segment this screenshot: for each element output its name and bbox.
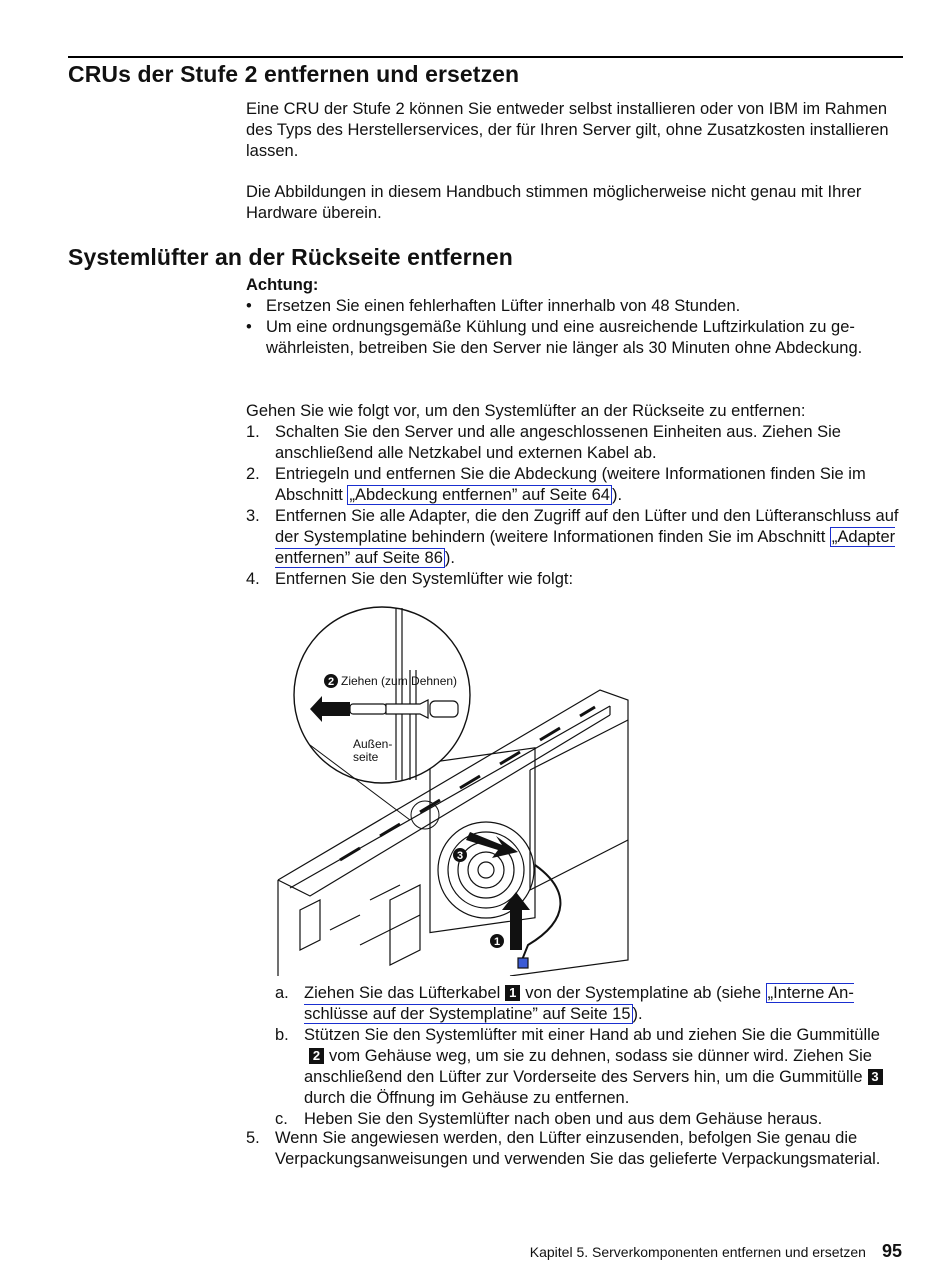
- callout-label-pull: Ziehen (zum Dehnen): [341, 674, 458, 688]
- procedure-steps-continued: [246, 1128, 902, 1170]
- step-number: 1.: [246, 423, 260, 441]
- substeps: [275, 983, 903, 1130]
- substep-text: Ziehen Sie das Lüfterkabel: [304, 984, 501, 1002]
- procedure-steps: [246, 422, 902, 590]
- fan-removal-illustration: [270, 600, 630, 976]
- outside-label-line1: Außen-: [353, 737, 393, 751]
- step-text: Entriegeln und entfernen Sie die Abdeckung (weitere Informationen finden Sie im Abschnitt: [275, 465, 866, 504]
- footer-chapter: Kapitel 5. Serverkomponenten entfernen und ersetzen: [529, 1244, 866, 1260]
- step-text: Schalten Sie den Server und alle angeschlossenen Einheiten aus. Ziehen Sie anschließend alle Netzkabel und externen Kabel ab.: [275, 423, 841, 462]
- step-5: [246, 1128, 902, 1170]
- page-number: 95: [881, 1241, 902, 1261]
- section-title-crus: CRUs der Stufe 2 entfernen und ersetzen: [68, 61, 520, 87]
- substep-text: von der Systemplatine ab (siehe: [525, 984, 766, 1002]
- substep-letter: c.: [275, 1110, 288, 1128]
- callout-2: 2: [327, 676, 335, 688]
- step-text: Entfernen Sie alle Adapter, die den Zugriff auf den Lüfter und den Lüfteranschluss auf der Systemplatine behindern (weitere Informationen finden Sie im Abschnitt: [275, 507, 899, 546]
- substep-text: Stützen Sie den Systemlüfter mit einer Hand ab und ziehen Sie die Gummitülle: [304, 1026, 880, 1044]
- attention-item: • Ersetzen Sie einen fehlerhaften Lüfter innerhalb von 48 Stunden.: [246, 296, 902, 317]
- link-internal-connectors[interactable]: „Interne Anschlüsse auf der Systemplatine” auf Seite 15: [304, 984, 854, 1023]
- callout-1: 1: [493, 936, 501, 948]
- step-text-end: ).: [444, 549, 455, 567]
- substep-c: [275, 1109, 903, 1130]
- callout-3: 3: [456, 850, 464, 862]
- substep-text: vom Gehäuse weg, um sie zu dehnen, sodass sie dünner wird. Ziehen Sie anschließend den Lüfter zur Vorderseite des Servers hin, um die Gummitülle: [304, 1047, 872, 1086]
- step-number: 2.: [246, 465, 260, 483]
- page-footer: [530, 1241, 902, 1262]
- callout-badge-3: 3: [868, 1069, 883, 1085]
- attention-item: • Um eine ordnungsgemäße Kühlung und eine ausreichende Luftzirkulation zu gewährleisten, betreiben Sie den Server nie länger als 30 Minuten ohne Abdeckung.: [246, 317, 902, 359]
- section-title-fan-removal: Systemlüfter an der Rückseite entfernen: [68, 244, 513, 270]
- substep-text-end: durch die Öffnung im Gehäuse zu entfernen.: [304, 1089, 630, 1107]
- callout-badge-2: 2: [309, 1048, 324, 1064]
- outside-label-line2: seite: [353, 750, 379, 764]
- step-1: [246, 422, 902, 464]
- substep-a: [275, 983, 903, 1025]
- substep-letter: b.: [275, 1026, 289, 1044]
- step-number: 4.: [246, 570, 260, 588]
- intro-paragraph: Eine CRU der Stufe 2 können Sie entweder selbst installieren oder von IBM im Rahmen des Typs des Herstellerservices, der für Ihren Server gilt, ohne Zusatzkosten installieren lassen.: [246, 100, 889, 160]
- link-remove-cover[interactable]: „Abdeckung entfernen” auf Seite 64: [349, 486, 610, 504]
- step-2: [246, 464, 902, 506]
- attention-list: [246, 296, 902, 359]
- procedure-intro: Gehen Sie wie folgt vor, um den Systemlüfter an der Rückseite zu entfernen:: [246, 402, 806, 420]
- step-text: Wenn Sie angewiesen werden, den Lüfter einzusenden, befolgen Sie genau die Verpackungsanweisungen und verwenden Sie das gelieferte Verpackungsmaterial.: [275, 1129, 881, 1168]
- hardware-note-paragraph: Die Abbildungen in diesem Handbuch stimmen möglicherweise nicht genau mit Ihrer Hardware überein.: [246, 183, 862, 222]
- step-3: [246, 506, 902, 569]
- substep-text-end: ).: [632, 1005, 643, 1023]
- callout-badge-1: 1: [505, 985, 520, 1001]
- top-rule: [68, 56, 903, 58]
- attention-label: Achtung:: [246, 276, 319, 294]
- step-text-end: ).: [611, 486, 623, 504]
- step-4: [246, 569, 902, 590]
- link-remove-adapter[interactable]: „Adapter entfernen” auf Seite 86: [275, 528, 896, 567]
- step-number: 3.: [246, 507, 260, 525]
- step-text: Entfernen Sie den Systemlüfter wie folgt:: [275, 570, 574, 588]
- step-number: 5.: [246, 1129, 260, 1147]
- substep-text: Heben Sie den Systemlüfter nach oben und aus dem Gehäuse heraus.: [304, 1110, 823, 1128]
- substep-letter: a.: [275, 984, 289, 1002]
- substep-b: [275, 1025, 903, 1109]
